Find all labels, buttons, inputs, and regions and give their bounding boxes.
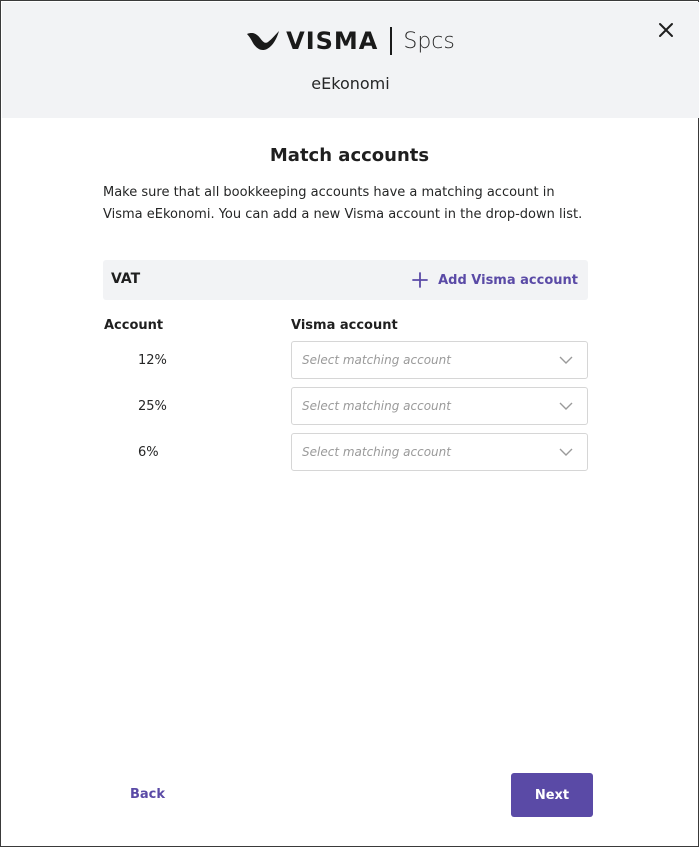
brand-separator — [390, 27, 392, 55]
visma-logo — [2, 24, 699, 58]
page-description: Make sure that all bookkeeping accounts have a matching account in Visma eEkonomi. You can add a new Visma account in the drop-down list. — [103, 185, 583, 222]
account-label-6: 6% — [138, 445, 159, 460]
section-header-vat — [103, 260, 588, 300]
select-placeholder: Select matching account — [302, 445, 451, 459]
select-placeholder: Select matching account — [302, 353, 451, 367]
add-visma-account-button[interactable] — [412, 268, 578, 292]
visma-account-select-6[interactable] — [291, 433, 588, 471]
column-header-visma-account: Visma account — [291, 318, 398, 333]
close-icon[interactable] — [654, 18, 678, 42]
select-placeholder: Select matching account — [302, 399, 451, 413]
visma-account-select-12[interactable] — [291, 341, 588, 379]
chevron-down-icon — [559, 448, 573, 457]
column-header-account: Account — [104, 318, 164, 333]
visma-swoosh-icon — [246, 30, 280, 52]
plus-icon — [412, 272, 428, 288]
account-label-12: 12% — [138, 353, 167, 368]
brand-sub: Spcs — [403, 28, 455, 54]
brand-name: VISMA — [286, 27, 379, 55]
chevron-down-icon — [559, 356, 573, 365]
account-label-25: 25% — [138, 399, 167, 414]
product-name: eEkonomi — [311, 74, 390, 93]
next-button[interactable]: Next — [511, 773, 593, 817]
section-title: VAT — [111, 271, 141, 287]
back-button[interactable]: Back — [130, 787, 166, 802]
page-title: Match accounts — [269, 145, 430, 166]
dialog-header — [2, 2, 699, 118]
add-visma-account-label: Add Visma account — [438, 272, 578, 288]
chevron-down-icon — [559, 402, 573, 411]
visma-account-select-25[interactable] — [291, 387, 588, 425]
